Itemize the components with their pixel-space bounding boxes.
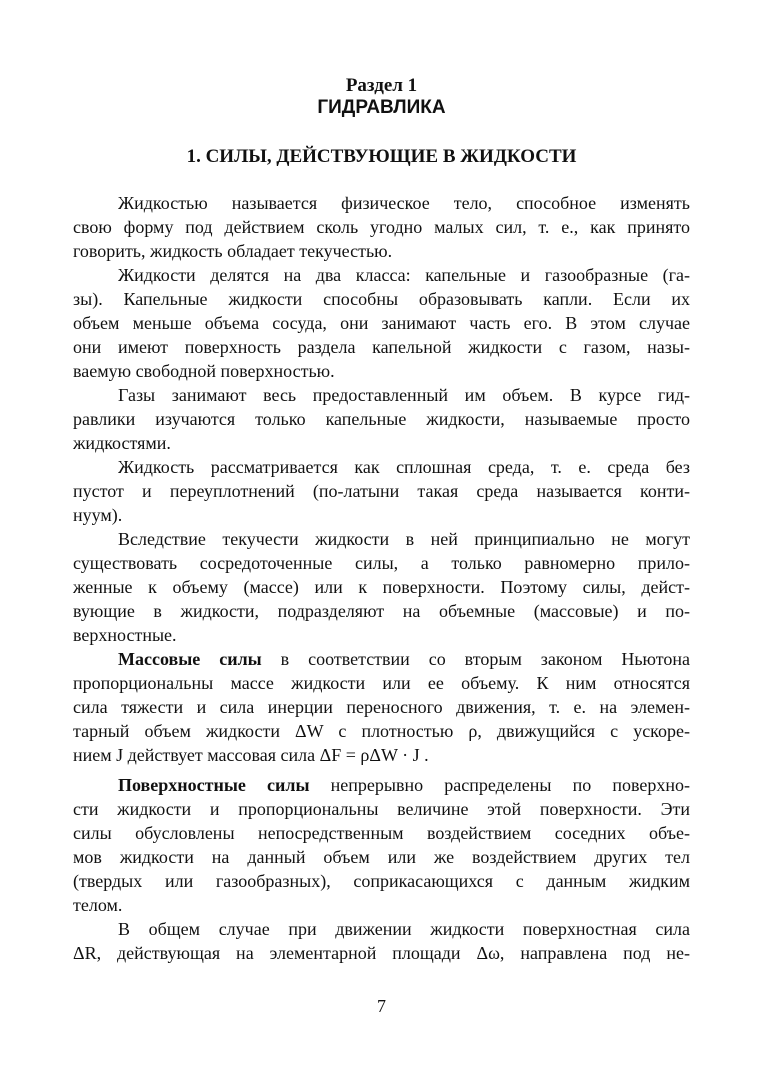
- paragraph-mass-forces: [73, 647, 690, 767]
- text-line: Жидкость рассматривается как сплошная среда, т. е. среда без: [118, 457, 690, 477]
- body-text: [73, 191, 690, 965]
- text-line: силы обусловлены непосредственным воздействием соседних объе-: [73, 823, 690, 843]
- text-line: нуум).: [73, 505, 123, 525]
- text-line: тарный объем жидкости ΔW с плотностью ρ, движущийся с ускоре-: [73, 721, 690, 741]
- text-line: пустот и переуплотнений (по-латыни такая среда называется конти-: [73, 481, 690, 501]
- text-line: ваемую свободной поверхностью.: [73, 361, 335, 381]
- chapter-heading: 1. СИЛЫ, ДЕЙСТВУЮЩИЕ В ЖИДКОСТИ: [186, 146, 577, 167]
- text-line: жидкостями.: [73, 433, 171, 453]
- section-title: ГИДРАВЛИКА: [317, 97, 446, 118]
- term-mass-forces: Массовые силы: [118, 649, 262, 669]
- text-line: говорить, жидкость обладает текучестью.: [73, 241, 393, 261]
- text-line: вующие в жидкости, подразделяют на объемные (массовые) и по-: [73, 601, 690, 621]
- text-fragment: непрерывно распределены по поверхно-: [309, 775, 690, 795]
- paragraph-fluid-classes: [73, 263, 690, 383]
- text-line: Жидкостью называется физическое тело, способное изменять: [118, 193, 690, 213]
- paragraph-force-types: [73, 527, 690, 647]
- paragraph-continuum: [73, 455, 690, 527]
- text-line: телом.: [73, 895, 123, 915]
- text-line: В общем случае при движении жидкости поверхностная сила: [118, 919, 690, 939]
- text-line: сти жидкости и пропорциональны величине этой поверхности. Эти: [73, 799, 690, 819]
- page-number: 7: [377, 996, 386, 1016]
- text-line: Вследствие текучести жидкости в ней принципиально не могут: [118, 529, 690, 549]
- section-label: Раздел 1: [345, 75, 418, 96]
- text-line: женные к объему (массе) или к поверхности. Поэтому силы, дейст-: [73, 577, 690, 597]
- text-fragment: в соответствии со вторым законом Ньютона: [261, 649, 690, 669]
- text-line: верхностные.: [73, 625, 177, 645]
- text-line: [73, 647, 690, 671]
- text-line: свою форму под действием сколь угодно малых сил, т. е., как принято: [73, 217, 690, 237]
- paragraph-fluid-definition: [73, 191, 690, 263]
- paragraph-surface-force-direction: [73, 917, 690, 965]
- text-line: ΔR, действующая на элементарной площади Δω, направлена под не-: [73, 943, 690, 963]
- text-line: Газы занимают весь предоставленный им объем. В курсе гид-: [118, 385, 690, 405]
- text-line: существовать сосредоточенные силы, а только равномерно прило-: [73, 553, 690, 573]
- paragraph-surface-forces: [73, 773, 690, 917]
- text-line: (твердых или газообразных), соприкасающихся с данным жидким: [73, 871, 690, 891]
- term-surface-forces: Поверхностные силы: [118, 775, 310, 795]
- text-line: зы). Капельные жидкости способны образовывать капли. Если их: [73, 289, 690, 309]
- text-line: Жидкости делятся на два класса: капельные и газообразные (га-: [118, 265, 690, 285]
- paragraph-gases: [73, 383, 690, 455]
- text-line: равлики изучаются только капельные жидкости, называемые просто: [73, 409, 690, 429]
- text-line: сила тяжести и сила инерции переносного движения, т. е. на элемен-: [73, 697, 690, 717]
- text-line: объем меньше объема сосуда, они занимают часть его. В этом случае: [73, 313, 690, 333]
- text-line: нием J действует массовая сила ΔF = ρΔW · J .: [73, 745, 429, 765]
- text-line: пропорциональны массе жидкости или ее объему. К ним относятся: [73, 673, 690, 693]
- text-line: [73, 773, 690, 797]
- text-line: они имеют поверхность раздела капельной жидкости с газом, назы-: [73, 337, 690, 357]
- text-line: мов жидкости на данный объем или же воздействием других тел: [73, 847, 690, 867]
